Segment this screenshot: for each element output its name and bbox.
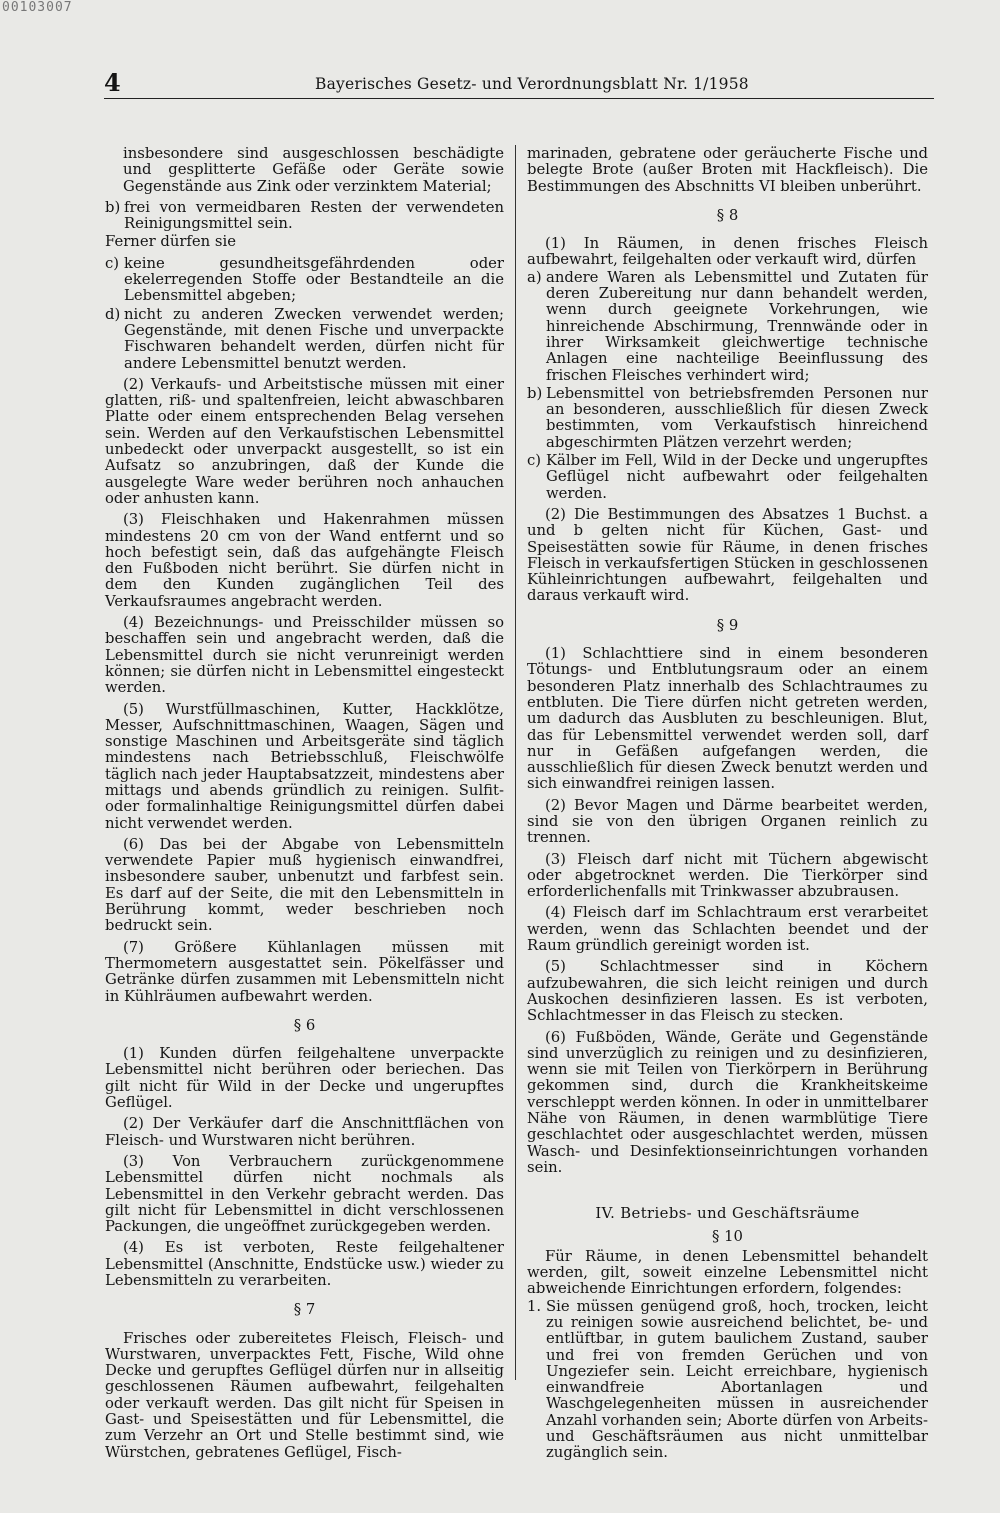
- paragraph: (4) Fleisch darf im Schlachtraum erst verarbeitet werden, wenn das Schlachten beendet und der Raum gründlich gereinigt worden ist.: [527, 904, 928, 955]
- section-heading: § 10: [712, 1227, 743, 1245]
- list-item-text: frei von vermeidbaren Resten der verwendeten Reinigungsmittel sein.: [124, 198, 504, 233]
- left-column: [105, 146, 504, 1466]
- paragraph: (5) Schlachtmesser sind in Köchern aufzubewahren, die sich leicht reinigen und durch Auskochen desinfizieren lassen. Es ist verboten, Schlachtmesser in das Fleisch zu stecken.: [527, 958, 928, 1025]
- archive-stamp: 00103007: [2, 0, 73, 15]
- list-item: [105, 200, 504, 233]
- paragraph: (3) Fleischhaken und Hakenrahmen müssen mindestens 20 cm von der Wand entfernt und so hoch befestigt sein, daß das aufgehängte Fleisch den Fußboden nicht berührt. Sie dürfen nicht in dem den Kunden zugänglichen Teil des Verkaufsraumes angebracht werden.: [105, 511, 504, 610]
- header-rule: [104, 98, 934, 99]
- chapter-heading: IV. Betriebs- und Geschäftsräume: [595, 1205, 860, 1223]
- paragraph: (1) Kunden dürfen feilgehaltene unverpackte Lebensmittel nicht berühren oder beriechen. Das gilt nicht für Wild in der Decke und ungerupftes Geflügel.: [105, 1045, 504, 1112]
- section-heading: § 8: [716, 206, 739, 224]
- list-item: [105, 256, 504, 305]
- header-title: Bayerisches Gesetz- und Verordnungsblatt Nr. 1/1958: [315, 75, 749, 93]
- paragraph: (2) Verkaufs- und Arbeitstische müssen mit einer glatten, riß- und spaltenfreien, leicht abwaschbaren Platte oder einem entsprechenden Belag versehen sein. Werden auf den Verkaufstischen Lebensmittel unbedeckt oder unverpackt ausgestellt, so ist ein Aufsatz so anzubringen, daß der Kunde die ausgelegte Ware weder berühren noch anhauchen oder anhusten kann.: [105, 375, 504, 507]
- list-item-label: a): [527, 268, 542, 286]
- list-item: [105, 307, 504, 372]
- list-item-label: b): [105, 198, 121, 216]
- section-heading: § 6: [293, 1016, 316, 1034]
- list-item-label: b): [527, 384, 543, 402]
- paragraph: (6) Das bei der Abgabe von Lebensmitteln verwendete Papier muß hygienisch einwandfrei, insbesondere sauber, unbenutzt und farbfest sein. Es darf auf der Seite, die mit den Lebensmitteln in Berührung kommt, weder beschrieben noch bedruckt sein.: [105, 835, 504, 935]
- list-item-label: c): [527, 452, 542, 470]
- list-item-label: c): [105, 254, 120, 272]
- list-item: [527, 1299, 928, 1462]
- column-divider: [515, 145, 516, 1380]
- list-item: [527, 453, 928, 502]
- paragraph: (2) Die Bestimmungen des Absatzes 1 Buchst. a und b gelten nicht für Küchen, Gast- und Speisestätten sowie für Räume, in denen frisches Fleisch in verkaufsfertigen Stücken in geschlossenen Kühleinrichtungen aufbewahrt, feilgehalten und daraus verkauft wird.: [527, 505, 928, 605]
- list-item-label: 1.: [527, 1297, 542, 1315]
- paragraph: (5) Wurstfüllmaschinen, Kutter, Hackklötze, Messer, Aufschnittmaschinen, Waagen, Sägen und sonstige Maschinen und Arbeitsgeräte sind täglich mindestens nach Betriebsschluß, Fleischwölfe täglich nach jeder Hauptabsatzzeit, mindestens aber mittags und abends gründlich zu reinigen. Sulfit- oder formalinhaltige Reinigungsmittel dürfen dabei nicht verwendet werden.: [105, 700, 504, 832]
- list-item-text: Sie müssen genügend groß, hoch, trocken, leicht zu reinigen sowie ausreichend belichtet, be- und entlüftbar, in gutem baulichem Zustand, sauber und frei von fremden Gerüchen und von Ungeziefer sein. Leicht erreichbare, hygienisch einwandfreie Abortanlagen und Waschgelegenheiten müssen in ausreichender Anzahl vorhanden sein; Aborte dürfen von Arbeits- und Geschäftsräumen aus nicht unmittelbar zugänglich sein.: [546, 1297, 928, 1462]
- list-item-text: Lebensmittel von betriebsfremden Personen nur an besonderen, ausschließlich für diesen Zweck bestimmten, vom Verkaufstisch hinreichend abgeschirmten Plätzen verzehrt werden;: [546, 384, 928, 451]
- paragraph: (4) Bezeichnungs- und Preisschilder müssen so beschaffen sein und angebracht werden, daß die Lebensmittel durch sie nicht verunreinigt werden können; sie dürfen nicht in Lebensmittel eingesteckt werden.: [105, 614, 504, 697]
- paragraph: (7) Größere Kühlanlagen müssen mit Thermometern ausgestattet sein. Pökelfässer und Getränke dürfen zusammen mit Lebensmitteln nicht in Kühlräumen aufbewahrt werden.: [105, 938, 504, 1005]
- list-item: [527, 386, 928, 451]
- paragraph: insbesondere sind ausgeschlossen beschädigte und gesplitterte Gefäße oder Geräte sowie Gegenstände aus Zink oder verzinktem Material;: [123, 145, 504, 195]
- page-number: 4: [104, 68, 121, 97]
- paragraph: (3) Fleisch darf nicht mit Tüchern abgewischt oder abgetrocknet werden. Die Tierkörper sind erforderlichenfalls mit Trinkwasser abzubrausen.: [527, 850, 928, 901]
- paragraph: marinaden, gebratene oder geräucherte Fische und belegte Brote (außer Broten mit Hackfleisch). Die Bestimmungen des Abschnitts VI bleiben unberührt.: [527, 145, 928, 195]
- paragraph: (2) Der Verkäufer darf die Anschnittflächen von Fleisch- und Wurstwaren nicht berühren.: [105, 1115, 504, 1149]
- paragraph: (2) Bevor Magen und Därme bearbeitet werden, sind sie von den übrigen Organen reinlich zu trennen.: [527, 796, 928, 847]
- list-item-text: Kälber im Fell, Wild in der Decke und ungerupftes Geflügel nicht aufbewahrt oder feilgehalten werden.: [546, 452, 928, 502]
- paragraph: Frisches oder zubereitetes Fleisch, Fleisch- und Wurstwaren, unverpacktes Fett, Fische, Wild ohne Decke und gerupftes Geflügel dürfen nur in allseitig geschlossenen Räumen aufbewahrt, feilgehalten oder verkauft werden. Das gilt nicht für Speisen in Gast- und Speisestätten und für Lebensmittel, die zum Verzehr an Ort und Stelle bestimmt sind, wie Würstchen, gebratenes Geflügel, Fisch-: [105, 1329, 504, 1461]
- right-column: [527, 146, 928, 1464]
- list-item: [527, 270, 928, 384]
- paragraph: Für Räume, in denen Lebensmittel behandelt werden, gilt, soweit einzelne Lebensmittel nicht abweichende Einrichtungen erfordern, folgendes:: [527, 1247, 928, 1298]
- paragraph: (4) Es ist verboten, Reste feilgehaltener Lebensmittel (Anschnitte, Endstücke usw.) wieder zu Lebensmitteln zu verarbeiten.: [105, 1239, 504, 1289]
- list-item-label: d): [105, 305, 121, 323]
- list-item-text: andere Waren als Lebensmittel und Zutaten für deren Zubereitung nur dann behandelt werden, wenn durch geeignete Vorkehrungen, wie hinreichende Abschirmung, Trennwände oder in ihrer Wirksamkeit gleichwertige technische Anlagen eine nachteilige Beeinflussung des frischen Fleisches verhindert wird;: [546, 268, 928, 384]
- section-heading: § 7: [293, 1301, 316, 1319]
- paragraph: (3) Von Verbrauchern zurückgenommene Lebensmittel dürfen nicht nochmals als Lebensmittel in den Verkehr gebracht werden. Das gilt nicht für Lebensmittel in dicht verschlossenen Packungen, die ungeöffnet zurückgegeben werden.: [105, 1152, 504, 1236]
- list-item-text: keine gesundheitsgefährdenden oder ekelerregenden Stoffe oder Bestandteile an die Lebensmittel abgeben;: [124, 254, 504, 305]
- paragraph: (1) Schlachttiere sind in einem besonderen Tötungs- und Entblutungsraum oder an einem besonderen Platz innerhalb des Schlachtraumes zu entbluten. Die Tiere dürfen nicht getreten werden, um dadurch das Ausbluten zu beschleunigen. Blut, das für Lebensmittel verwendet werden soll, darf nur in Gefäßen aufgefangen werden, die ausschließlich für diesen Zweck benutzt werden und sich einwandfrei reinigen lassen.: [527, 645, 928, 793]
- section-heading: § 9: [716, 616, 739, 634]
- paragraph: (1) In Räumen, in denen frisches Fleisch aufbewahrt, feilgehalten oder verkauft wird, dürfen: [527, 235, 928, 269]
- list-item-text: nicht zu anderen Zwecken verwendet werden; Gegenstände, mit denen Fische und unverpackte Fischwaren behandelt werden, dürfen nicht für andere Lebensmittel benutzt werden.: [124, 305, 504, 372]
- paragraph: Ferner dürfen sie: [105, 233, 236, 251]
- paragraph: (6) Fußböden, Wände, Geräte und Gegenstände sind unverzüglich zu reinigen und zu desinfizieren, wenn sie mit Teilen von Tierkörpern in Berührung gekommen sind, durch die Krankheitskeime verschleppt werden können. In oder in unmittelbarer Nähe von Räumen, in denen warmblütige Tiere geschlachtet oder ausgeschlachtet werden, müssen Wasch- und Desinfektionseinrichtungen vorhanden sein.: [527, 1028, 928, 1176]
